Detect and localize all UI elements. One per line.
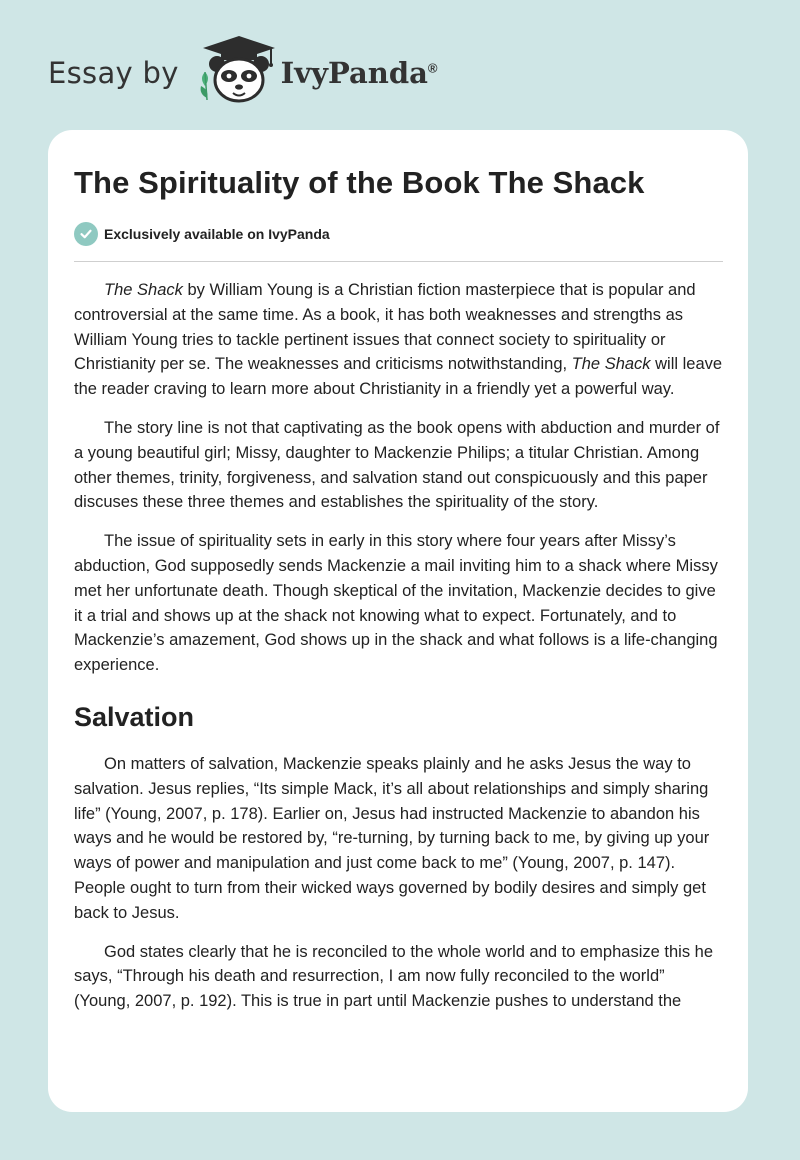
paragraph: The issue of spirituality sets in early in this story where four years after Missy’s abduction, God supposedly sends Mackenzie a mail inviting him to a shack where Missy met her unfortunate death. Though skeptical of the invitation, Mackenzie decides to give it a trial and shows up at the shack not knowing what to expect. Fortunately, and to Mackenzie’s amazement, God shows up in the shack and what follows is a life-changing experience. [74, 532, 718, 675]
essay-by-label: Essay by [48, 56, 179, 90]
paragraph: On matters of salvation, Mackenzie speaks plainly and he asks Jesus the way to salvation. Jesus replies, “Its simple Mack, it’s all about relationships and simply sharing life” (Young, 2007, p. 178). Earlier on, Jesus had instructed Mackenzie to abandon his ways and he would be restored by, “re-turning, by turning back to me, by giving up your ways of power and manipulation and just come back to me” (Young, 2007, p. 147). People ought to turn from their wicked ways governed by bodily desires and simply get back to Jesus. [74, 754, 710, 922]
exclusive-badge-label: Exclusively available on IvyPanda [104, 226, 330, 242]
paragraph: God states clearly that he is reconciled to the whole world and to emphasize this he says, “Through his death and resurrection, I am now fully reconciled to the world” (Young, 2007, p. 192). This is true in part until Mackenzie pushes to understand the [74, 942, 714, 1011]
paragraph: The story line is not that captivating as the book opens with abduction and murder of a young beautiful girl; Missy, daughter to Mackenzie Philips; a titular Christian. Among other themes, trinity, forgiveness, and salvation stand out conspicuously and this paper discuses these three themes and establishes the spirituality of the story. [74, 418, 720, 512]
site-header [48, 38, 438, 108]
paragraph: The Shack by William Young is a Christian fiction masterpiece that is popular and controversial at the same time. As a book, it has both weaknesses and strengths as William Young tries to tackle pertinent issues that connect society to spirituality or Christianity per se. The weaknesses and criticisms notwithstanding, The Shack will leave the reader craving to learn more about Christianity in a friendly yet a powerful way. [74, 281, 723, 399]
brand-name: IvyPanda® [280, 56, 438, 90]
article-card [48, 130, 748, 1112]
ivypanda-logo-icon [195, 34, 283, 106]
divider [74, 261, 723, 262]
exclusive-badge [74, 222, 330, 246]
article-body [74, 278, 724, 1028]
section-heading-salvation: Salvation [74, 701, 195, 732]
check-icon [74, 222, 98, 246]
page-title: The Spirituality of the Book The Shack [74, 165, 645, 200]
